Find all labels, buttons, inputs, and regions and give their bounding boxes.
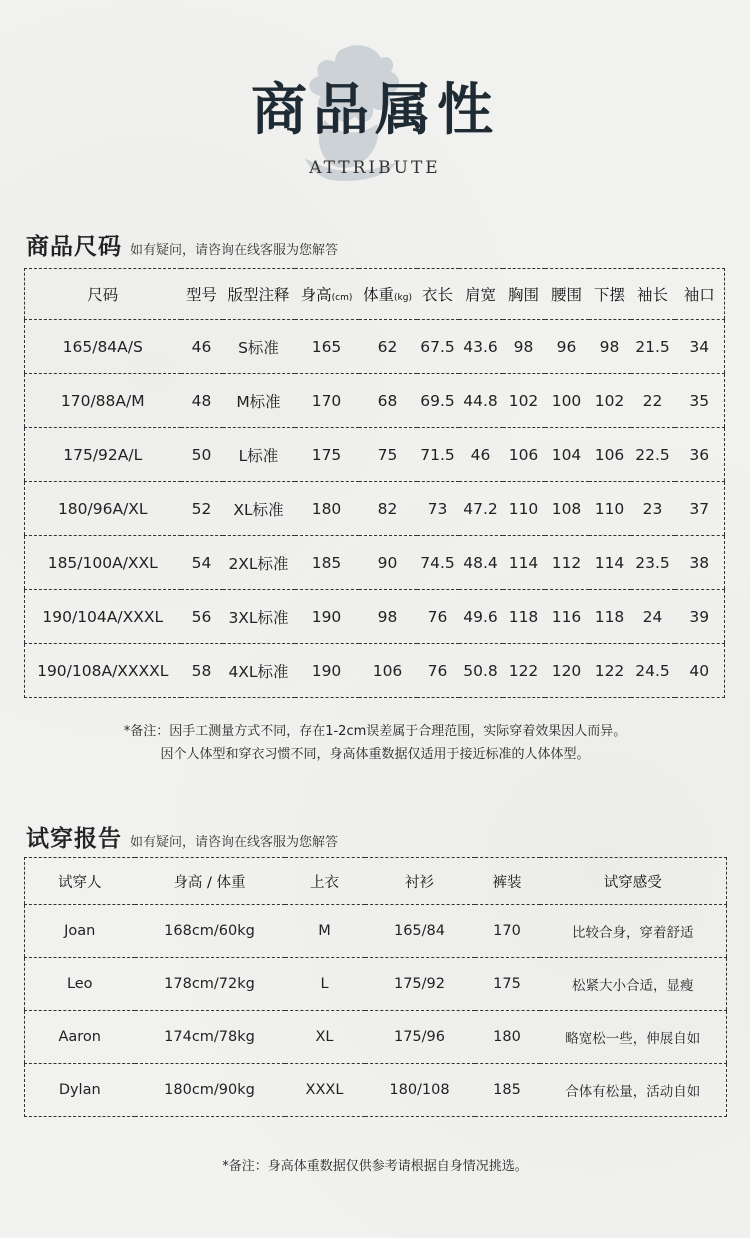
table-cell: 52 — [181, 482, 223, 536]
col-top: 上衣 — [285, 858, 365, 905]
table-cell: 118 — [589, 590, 631, 644]
table-cell: 110 — [503, 482, 545, 536]
col-model: 型号 — [181, 269, 223, 320]
tryon-table — [24, 857, 727, 1117]
table-cell: Leo — [25, 958, 135, 1011]
table-cell: 73 — [417, 482, 459, 536]
table-cell: 165/84 — [365, 905, 475, 958]
table-cell: 69.5 — [417, 374, 459, 428]
col-height-label: 身高 — [300, 286, 332, 304]
table-cell: 3XL标准 — [223, 590, 295, 644]
col-sleeve-length: 袖长 — [631, 269, 675, 320]
table-cell: 190/104A/XXXL — [25, 590, 181, 644]
table-cell: 180 — [475, 1011, 540, 1064]
table-cell: 116 — [545, 590, 589, 644]
col-shoulder: 肩宽 — [459, 269, 503, 320]
table-cell: 96 — [545, 320, 589, 374]
table-cell: 74.5 — [417, 536, 459, 590]
table-cell: 175/96 — [365, 1011, 475, 1064]
table-row — [25, 374, 725, 428]
table-cell: 36 — [675, 428, 725, 482]
col-weight-unit: (kg) — [394, 293, 412, 303]
table-cell: 114 — [589, 536, 631, 590]
table-row — [25, 905, 727, 958]
table-cell: 168cm/60kg — [135, 905, 285, 958]
col-fit-note: 版型注释 — [223, 269, 295, 320]
size-section-heading — [26, 228, 338, 261]
col-tester: 试穿人 — [25, 858, 135, 905]
table-cell: 190 — [295, 590, 359, 644]
table-cell: 76 — [427, 661, 448, 680]
size-note-line2: 因个人体型和穿衣习惯不同，身高体重数据仅适用于接近标准的人体体型。 — [160, 747, 590, 762]
table-cell: 98 — [589, 320, 631, 374]
page-title: 商品属性 — [251, 77, 499, 143]
table-cell: 比较合身，穿着舒适 — [540, 905, 727, 958]
table-cell: 122 — [508, 661, 539, 680]
col-length: 衣长 — [417, 269, 459, 320]
table-cell: Aaron — [25, 1011, 135, 1064]
table-cell: Joan — [25, 905, 135, 958]
col-height-weight: 身高 / 体重 — [135, 858, 285, 905]
table-cell: 112 — [545, 536, 589, 590]
table-row — [25, 428, 725, 482]
table-cell: 47.2 — [459, 482, 503, 536]
table-cell: 54 — [181, 536, 223, 590]
table-cell: 35 — [675, 374, 725, 428]
table-cell: L — [285, 958, 365, 1011]
table-cell: 56 — [181, 590, 223, 644]
table-cell: 82 — [359, 482, 417, 536]
table-cell: 49.6 — [459, 590, 503, 644]
table-cell: 170 — [475, 905, 540, 958]
table-cell: 37 — [675, 482, 725, 536]
table-cell: 58 — [191, 661, 212, 680]
table-cell: 175 — [475, 958, 540, 1011]
size-note — [0, 720, 750, 766]
col-hem: 下摆 — [589, 269, 631, 320]
table-row — [25, 1064, 727, 1117]
table-cell: 98 — [359, 590, 417, 644]
page-subtitle: ATTRIBUTE — [309, 158, 441, 178]
table-cell: 38 — [675, 536, 725, 590]
table-cell: 71.5 — [417, 428, 459, 482]
table-row — [25, 958, 727, 1011]
table-cell: 185 — [295, 536, 359, 590]
col-size: 尺码 — [25, 269, 181, 320]
col-height — [295, 269, 359, 320]
size-note-line1: *备注：因手工测量方式不同，存在1-2cm误差属于合理范围，实际穿着效果因人而异。 — [123, 724, 627, 739]
tryon-section-title: 试穿报告 — [26, 826, 122, 852]
table-cell: 102 — [503, 374, 545, 428]
table-cell: 114 — [503, 536, 545, 590]
size-section-title: 商品尺码 — [26, 234, 122, 260]
table-cell: 106 — [372, 661, 403, 680]
table-cell: 23.5 — [631, 536, 675, 590]
col-feeling: 试穿感受 — [540, 858, 727, 905]
table-cell: XL标准 — [223, 482, 295, 536]
table-cell: 190 — [311, 661, 342, 680]
table-cell: 106 — [503, 428, 545, 482]
table-cell: 175/92A/L — [25, 428, 181, 482]
table-row — [25, 644, 725, 698]
table-cell: 185 — [493, 1082, 521, 1098]
table-cell: 180cm/90kg — [164, 1082, 255, 1098]
size-table — [24, 268, 725, 698]
tryon-section-hint: 如有疑问，请咨询在线客服为您解答 — [130, 835, 339, 850]
table-cell: 90 — [359, 536, 417, 590]
table-cell: 106 — [589, 428, 631, 482]
table-cell: 43.6 — [459, 320, 503, 374]
table-cell: 120 — [551, 661, 582, 680]
table-cell: 174cm/78kg — [135, 1011, 285, 1064]
table-cell: 46 — [181, 320, 223, 374]
table-cell: XL — [285, 1011, 365, 1064]
col-weight-label: 体重 — [363, 286, 395, 304]
table-row — [25, 1011, 727, 1064]
table-cell: 165/84A/S — [25, 320, 181, 374]
table-cell: 合体有松量，活动自如 — [565, 1084, 701, 1100]
col-weight — [359, 269, 417, 320]
table-row — [25, 536, 725, 590]
table-cell: 44.8 — [459, 374, 503, 428]
col-waist: 腰围 — [545, 269, 589, 320]
table-cell: 4XL标准 — [228, 662, 289, 681]
table-cell: 39 — [675, 590, 725, 644]
tryon-table-header — [25, 858, 727, 905]
table-cell: 178cm/72kg — [135, 958, 285, 1011]
table-cell: 110 — [589, 482, 631, 536]
table-cell: 40 — [689, 661, 710, 680]
table-cell: 180/96A/XL — [25, 482, 181, 536]
table-cell: 21.5 — [631, 320, 675, 374]
table-cell: 48.4 — [459, 536, 503, 590]
table-cell: 62 — [359, 320, 417, 374]
table-cell: 34 — [675, 320, 725, 374]
size-section-hint: 如有疑问，请咨询在线客服为您解答 — [130, 243, 339, 258]
table-cell: 23 — [631, 482, 675, 536]
table-cell: 180/108 — [389, 1082, 450, 1098]
table-cell: 76 — [417, 590, 459, 644]
table-cell: 24.5 — [635, 661, 670, 680]
table-cell: 180 — [295, 482, 359, 536]
table-row — [25, 320, 725, 374]
table-row — [25, 590, 725, 644]
table-cell: L标准 — [223, 428, 295, 482]
table-cell: 122 — [594, 661, 625, 680]
table-cell: 185/100A/XXL — [25, 536, 181, 590]
col-cuff: 袖口 — [675, 269, 725, 320]
table-cell: M — [285, 905, 365, 958]
table-row — [25, 482, 725, 536]
tryon-note: *备注：身高体重数据仅供参考请根据自身情况挑选。 — [222, 1159, 528, 1174]
table-cell: 98 — [503, 320, 545, 374]
table-cell: 67.5 — [417, 320, 459, 374]
table-cell: 175/92 — [365, 958, 475, 1011]
table-cell: 48 — [181, 374, 223, 428]
table-cell: S标准 — [223, 320, 295, 374]
table-cell: 118 — [503, 590, 545, 644]
tryon-section-heading — [26, 820, 338, 853]
table-cell: 104 — [545, 428, 589, 482]
table-cell: 50 — [181, 428, 223, 482]
col-shirt: 衬衫 — [365, 858, 475, 905]
table-cell: 170 — [295, 374, 359, 428]
table-cell: 略宽松一些，伸展自如 — [540, 1011, 727, 1064]
table-cell: 68 — [359, 374, 417, 428]
table-cell: 108 — [545, 482, 589, 536]
table-cell: 50.8 — [463, 661, 498, 680]
table-cell: 46 — [459, 428, 503, 482]
col-chest: 胸围 — [503, 269, 545, 320]
table-cell: M标准 — [223, 374, 295, 428]
table-cell: 175 — [295, 428, 359, 482]
table-cell: 2XL标准 — [223, 536, 295, 590]
table-cell: 102 — [589, 374, 631, 428]
table-cell: 22.5 — [631, 428, 675, 482]
table-cell: 松紧大小合适，显瘦 — [540, 958, 727, 1011]
table-cell: 22 — [631, 374, 675, 428]
table-cell: Dylan — [58, 1082, 101, 1098]
table-cell: 170/88A/M — [25, 374, 181, 428]
size-table-header — [25, 269, 725, 320]
col-pants: 裤装 — [475, 858, 540, 905]
table-cell: 100 — [545, 374, 589, 428]
table-cell: XXXL — [305, 1082, 344, 1098]
table-cell: 24 — [631, 590, 675, 644]
table-cell: 190/108A/XXXXL — [37, 661, 169, 680]
table-cell: 75 — [359, 428, 417, 482]
table-cell: 165 — [295, 320, 359, 374]
col-height-unit: (cm) — [331, 293, 353, 303]
